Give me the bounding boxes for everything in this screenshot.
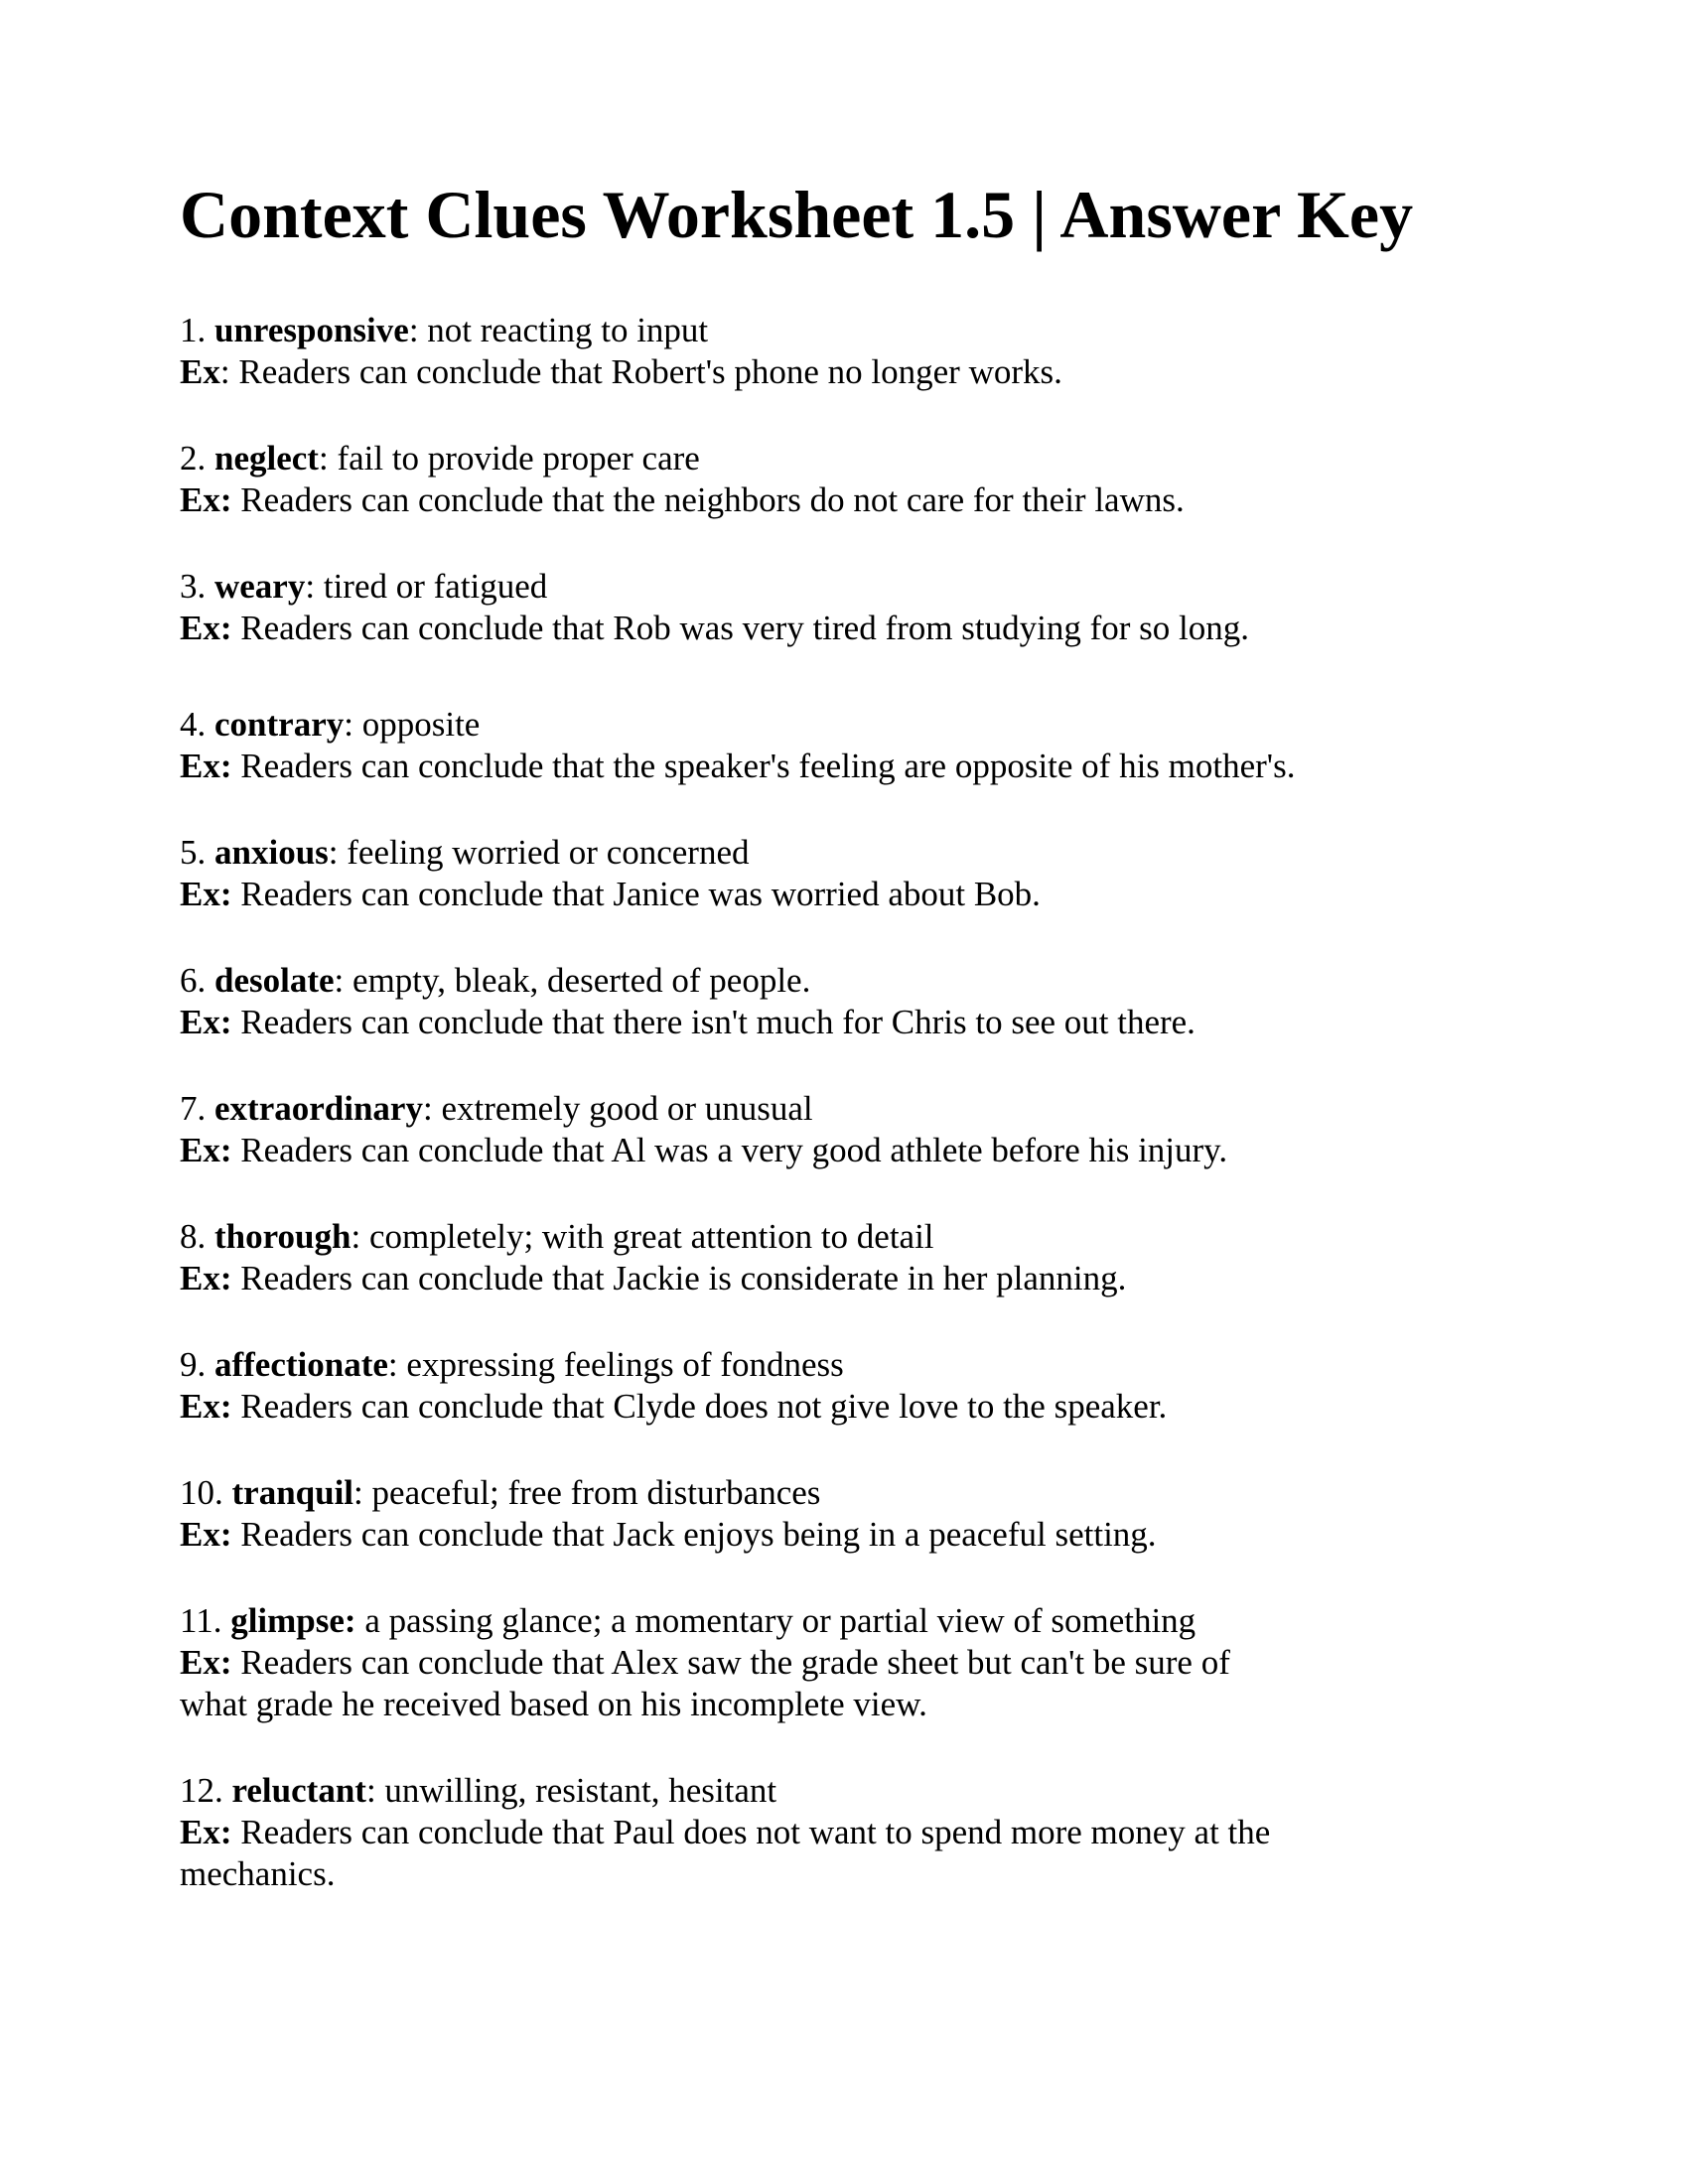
worksheet-item bbox=[180, 1770, 1628, 1895]
item-term: neglect bbox=[214, 439, 319, 478]
example-text: Readers can conclude that there isn't much for Chris to see out there. bbox=[240, 1003, 1196, 1041]
item-definition: completely; with great attention to detail bbox=[368, 1217, 934, 1256]
worksheet-item bbox=[180, 1600, 1628, 1725]
worksheet-item bbox=[180, 566, 1628, 649]
item-definition: unwilling, resistant, hesitant bbox=[384, 1771, 777, 1810]
example-text: Readers can conclude that the neighbors do not care for their lawns. bbox=[240, 480, 1185, 519]
example-separator bbox=[232, 1259, 241, 1297]
worksheet-item bbox=[180, 960, 1628, 1043]
example-text: Readers can conclude that Alex saw the grade sheet but can't be sure of what grade he received based on his incomplete view. bbox=[180, 1643, 1230, 1723]
item-term: reluctant bbox=[231, 1771, 366, 1810]
item-definition: opposite bbox=[361, 705, 481, 744]
item-term: contrary bbox=[214, 705, 345, 744]
page-title: Context Clues Worksheet 1.5 | Answer Key bbox=[180, 177, 1414, 252]
example-text: Readers can conclude that Al was a very good athlete before his injury. bbox=[240, 1131, 1228, 1169]
item-definition: a passing glance; a momentary or partial view of something bbox=[364, 1601, 1196, 1640]
example-text: Readers can conclude that Paul does not want to spend more money at the mechanics. bbox=[180, 1813, 1271, 1893]
example-separator bbox=[232, 609, 241, 647]
example-text: Readers can conclude that Robert's phone no longer works. bbox=[238, 352, 1062, 391]
item-number: 7. bbox=[180, 1089, 207, 1128]
item-term-separator: : bbox=[334, 961, 353, 1000]
item-term-separator: : bbox=[387, 1345, 407, 1384]
item-number: 8. bbox=[180, 1217, 207, 1256]
item-term-separator: : bbox=[344, 705, 362, 744]
item-term: thorough bbox=[214, 1217, 352, 1256]
example-separator bbox=[232, 1643, 241, 1682]
item-term-separator: : bbox=[305, 567, 324, 606]
item-term: extraordinary bbox=[214, 1089, 423, 1128]
worksheet-item bbox=[180, 310, 1628, 393]
example-text: Readers can conclude that the speaker's feeling are opposite of his mother's. bbox=[240, 747, 1296, 785]
example-text: Readers can conclude that Clyde does not give love to the speaker. bbox=[240, 1387, 1168, 1426]
item-term-separator: : bbox=[365, 1771, 385, 1810]
item-number: 4. bbox=[180, 705, 207, 744]
worksheet-item bbox=[180, 1472, 1628, 1556]
example-label: Ex: bbox=[180, 1813, 232, 1851]
example-label: Ex: bbox=[180, 1643, 232, 1682]
item-number: 5. bbox=[180, 833, 207, 872]
item-definition: extremely good or unusual bbox=[441, 1089, 813, 1128]
item-term: unresponsive bbox=[214, 311, 409, 349]
item-definition: empty, bleak, deserted of people. bbox=[352, 961, 811, 1000]
example-text: Readers can conclude that Rob was very tired from studying for so long. bbox=[240, 609, 1249, 647]
example-label: Ex: bbox=[180, 480, 232, 519]
item-term-separator: : bbox=[422, 1089, 442, 1128]
item-definition: peaceful; free from disturbances bbox=[371, 1473, 821, 1512]
item-number: 1. bbox=[180, 311, 207, 349]
example-label: Ex: bbox=[180, 1259, 232, 1297]
item-number: 12. bbox=[180, 1771, 223, 1810]
item-term-separator: : bbox=[351, 1217, 369, 1256]
example-separator bbox=[232, 875, 241, 913]
example-text: Readers can conclude that Jackie is considerate in her planning. bbox=[240, 1259, 1127, 1297]
example-separator bbox=[232, 1387, 241, 1426]
worksheet-item bbox=[180, 438, 1628, 521]
worksheet-items bbox=[180, 310, 1628, 1895]
item-term: anxious bbox=[214, 833, 329, 872]
item-term-separator: : bbox=[328, 833, 348, 872]
worksheet-item bbox=[180, 704, 1628, 787]
item-definition: expressing feelings of fondness bbox=[406, 1345, 844, 1384]
item-definition: tired or fatigued bbox=[323, 567, 548, 606]
item-term: glimpse: bbox=[230, 1601, 356, 1640]
item-term: tranquil bbox=[231, 1473, 354, 1512]
example-separator bbox=[232, 1515, 241, 1554]
item-number: 10. bbox=[180, 1473, 223, 1512]
item-definition: feeling worried or concerned bbox=[347, 833, 750, 872]
example-separator bbox=[232, 480, 241, 519]
example-label: Ex: bbox=[180, 747, 232, 785]
worksheet-item bbox=[180, 832, 1628, 915]
example-separator bbox=[232, 1131, 241, 1169]
worksheet-item bbox=[180, 1216, 1628, 1299]
example-label: Ex: bbox=[180, 1131, 232, 1169]
item-term: affectionate bbox=[214, 1345, 388, 1384]
example-separator: : bbox=[219, 352, 239, 391]
item-definition: not reacting to input bbox=[427, 311, 709, 349]
example-label: Ex: bbox=[180, 875, 232, 913]
example-label: Ex bbox=[180, 352, 220, 391]
item-term: desolate bbox=[214, 961, 335, 1000]
example-label: Ex: bbox=[180, 1003, 232, 1041]
example-text: Readers can conclude that Janice was worried about Bob. bbox=[240, 875, 1041, 913]
worksheet-item bbox=[180, 1344, 1628, 1428]
item-number: 11. bbox=[180, 1601, 222, 1640]
example-text: Readers can conclude that Jack enjoys being in a peaceful setting. bbox=[240, 1515, 1157, 1554]
item-definition: fail to provide proper care bbox=[337, 439, 700, 478]
item-term: weary bbox=[214, 567, 306, 606]
item-term-separator: : bbox=[318, 439, 338, 478]
worksheet-item bbox=[180, 1088, 1628, 1171]
example-label: Ex: bbox=[180, 1515, 232, 1554]
item-number: 3. bbox=[180, 567, 207, 606]
item-number: 9. bbox=[180, 1345, 207, 1384]
item-term-separator: : bbox=[408, 311, 428, 349]
item-number: 2. bbox=[180, 439, 207, 478]
example-label: Ex: bbox=[180, 609, 232, 647]
example-separator bbox=[232, 1813, 241, 1851]
item-term-separator: : bbox=[353, 1473, 372, 1512]
item-number: 6. bbox=[180, 961, 207, 1000]
example-separator bbox=[232, 1003, 241, 1041]
example-separator bbox=[232, 747, 241, 785]
example-label: Ex: bbox=[180, 1387, 232, 1426]
